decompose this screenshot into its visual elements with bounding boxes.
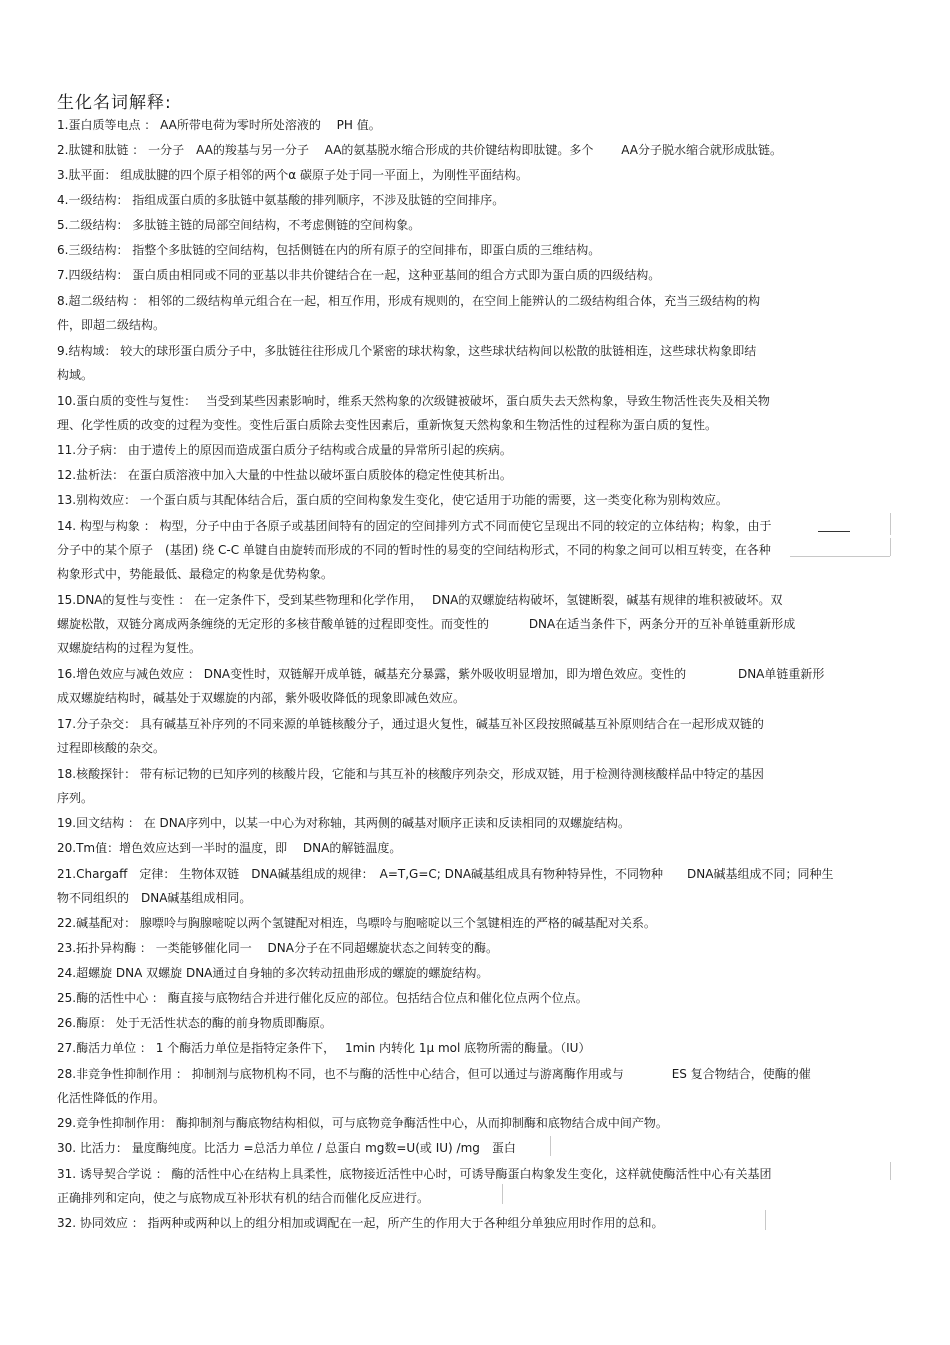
term-entry (57, 239, 897, 262)
term-entry-line: 21.Chargaff 定律： 生物体双链 DNA碱基组成的规律： A=T,G=C; DNA碱基组成具有物种特异性，不同物种 DNA碱基组成不同；同种生 (57, 867, 834, 881)
term-entry-line: 理、化学性质的改变的过程为变性。变性后蛋白质除去变性因素后，重新恢复天然构象和生物活性的过程称为蛋白质的复性。 (57, 418, 718, 432)
term-entry (57, 837, 897, 860)
term-entry (57, 1062, 897, 1110)
term-entry-line: 18.核酸探针： 带有标记物的已知序列的核酸片段，它能和与其互补的核酸序列杂交，形成双链，用于检测待测核酸样品中特定的基因 (57, 767, 764, 781)
term-entry-line: 31. 诱导契合学说 ： 酶的活性中心在结构上具柔性，底物接近活性中心时，可诱导酶蛋白构象发生变化，这样就使酶活性中心有关基团 (57, 1167, 772, 1181)
term-entry (57, 987, 897, 1010)
term-entry-line: 24.超螺旋 DNA 双螺旋 DNA通过自身轴的多次转动扭曲形成的螺旋的螺旋结构。 (57, 966, 489, 980)
term-entry-line: 29.竞争性抑制作用： 酶抑制剂与酶底物结构相似，可与底物竞争酶活性中心，从而抑制酶和底物结合成中间产物。 (57, 1116, 668, 1130)
term-entry-line: 19.回文结构 ： 在 DNA序列中，以某一中心为对称轴，其两侧的碱基对顺序正读和反读相同的双螺旋结构。 (57, 816, 630, 830)
term-entry-line: 1.蛋白质等电点 ： AA所带电荷为零时所处溶液的 PH 值。 (57, 118, 381, 132)
term-entry-line: 8.超二级结构 ： 相邻的二级结构单元组合在一起，相互作用，形成有规则的，在空间上能辨认的二级结构组合体，充当三级结构的构 (57, 294, 761, 308)
scan-rule (765, 1210, 766, 1230)
term-entry (57, 389, 897, 437)
term-entry (57, 662, 897, 710)
term-entry (57, 214, 897, 237)
scan-rule (790, 556, 890, 557)
term-entry (57, 114, 897, 137)
term-entry-line: 32. 协同效应 ： 指两种或两种以上的组分相加或调配在一起，所产生的作用大于各种组分单独应用时作用的总和。 (57, 1216, 664, 1230)
term-entry (57, 1012, 897, 1035)
scan-rule (890, 513, 891, 535)
term-entry (57, 514, 897, 586)
term-entry (57, 164, 897, 187)
term-list (57, 114, 897, 1237)
term-entry (57, 937, 897, 960)
scan-rule (502, 1184, 503, 1204)
term-entry-line: 13.别构效应： 一个蛋白质与其配体结合后，蛋白质的空间构象发生变化，使它适用于功能的需要，这一类变化称为别构效应。 (57, 493, 728, 507)
term-entry-line: 螺旋松散，双链分离成两条缠绕的无定形的多核苷酸单链的过程即变性。而变性的 DNA在适当条件下，两条分开的互补单链重新形成 (57, 617, 796, 631)
term-entry (57, 1037, 897, 1060)
term-entry-line: 序列。 (57, 791, 94, 805)
term-entry-line: 成双螺旋结构时，碱基处于双螺旋的内部，紫外吸收降低的现象即减色效应。 (57, 691, 466, 705)
term-entry-line: 件，即超二级结构。 (57, 318, 166, 332)
term-entry-line: 5.二级结构： 多肽链主链的局部空间结构，不考虑侧链的空间构象。 (57, 218, 421, 232)
term-entry (57, 339, 897, 387)
term-entry-line: 12.盐析法： 在蛋白质溶液中加入大量的中性盐以破坏蛋白质胶体的稳定性使其析出。 (57, 468, 512, 482)
term-entry (57, 1212, 897, 1235)
term-entry-line: 化活性降低的作用。 (57, 1091, 166, 1105)
term-entry-line: 物不同组织的 DNA碱基组成相同。 (57, 891, 252, 905)
term-entry (57, 962, 897, 985)
term-entry-line: 过程即核酸的杂交。 (57, 741, 166, 755)
term-entry-line: 22.碱基配对： 腺嘌呤与胸腺嘧啶以两个氢键配对相连，鸟嘌呤与胞嘧啶以三个氢键相连的严格的碱基配对关系。 (57, 916, 656, 930)
term-entry (57, 912, 897, 935)
term-entry-line: 双螺旋结构的过程为复性。 (57, 641, 202, 655)
term-entry-line: 2.肽键和肽链 ： 一分子 AA的羧基与另一分子 AA的氨基脱水缩合形成的共价键结构即肽键。多个 AA分子脱水缩合就形成肽链。 (57, 143, 782, 157)
term-entry-line: 23.拓扑异构酶 ： 一类能够催化同一 DNA分子在不同超螺旋状态之间转变的酶。 (57, 941, 498, 955)
term-entry-line: 15.DNA的复性与变性 ： 在一定条件下，受到某些物理和化学作用， DNA的双螺旋结构破坏，氢键断裂，碱基有规律的堆积被破坏。双 (57, 593, 783, 607)
term-entry-line: 6.三级结构： 指整个多肽链的空间结构，包括侧链在内的所有原子的空间排布，即蛋白质的三维结构。 (57, 243, 601, 257)
term-entry-line: 28.非竞争性抑制作用 ： 抑制剂与底物机构不同，也不与酶的活性中心结合，但可以通过与游离酶作用或与 ES 复合物结合，使酶的催 (57, 1067, 811, 1081)
term-entry-line: 10.蛋白质的变性与复性： 当受到某些因素影响时，维系天然构象的次级键被破坏，蛋白质失去天然构象，导致生物活性丧失及相关物 (57, 394, 770, 408)
term-entry-line: 20.Tm值：增色效应达到一半时的温度，即 DNA的解链温度。 (57, 841, 402, 855)
term-entry-line: 30. 比活力： 量度酶纯度。比活力 =总活力单位 / 总蛋白 mg数=U(或 IU) /mg 蛋白 (57, 1141, 516, 1155)
term-entry (57, 588, 897, 660)
document-title: 生化名词解释: (57, 93, 172, 113)
term-entry (57, 464, 897, 487)
term-entry (57, 1137, 897, 1160)
term-entry (57, 712, 897, 760)
term-entry-line: 3.肽平面： 组成肽腱的四个原子相邻的两个α 碳原子处于同一平面上，为刚性平面结构。 (57, 168, 528, 182)
term-entry-line: 16.增色效应与减色效应 ： DNA变性时，双链解开成单链，碱基充分暴露，紫外吸收明显增加，即为增色效应。变性的 DNA单链重新形 (57, 667, 825, 681)
scan-rule (890, 538, 891, 556)
term-entry-line: 11.分子病： 由于遗传上的原因而造成蛋白质分子结构或合成量的异常所引起的疾病。 (57, 443, 512, 457)
term-entry-line: 分子中的某个原子 (基团) 绕 C-C 单键自由旋转而形成的不同的暂时性的易变的空间结构形式，不同的构象之间可以相互转变，在各种 (57, 543, 771, 557)
term-entry-line: 27.酶活力单位 ： 1 个酶活力单位是指特定条件下， 1min 内转化 1μ mol 底物所需的酶量。（IU） (57, 1041, 591, 1055)
term-entry (57, 1162, 897, 1210)
term-entry-line: 4.一级结构： 指组成蛋白质的多肽链中氨基酸的排列顺序，不涉及肽链的空间排序。 (57, 193, 505, 207)
term-entry (57, 139, 897, 162)
term-entry-line: 7.四级结构： 蛋白质由相同或不同的亚基以非共价键结合在一起，这种亚基间的组合方式即为蛋白质的四级结构。 (57, 268, 661, 282)
term-entry (57, 264, 897, 287)
term-entry-line: 17.分子杂交： 具有碱基互补序列的不同来源的单链核酸分子，通过退火复性，碱基互补区段按照碱基互补原则结合在一起形成双链的 (57, 717, 764, 731)
term-entry (57, 762, 897, 810)
term-entry-line: 25.酶的活性中心 ： 酶直接与底物结合并进行催化反应的部位。包括结合位点和催化位点两个位点。 (57, 991, 588, 1005)
term-entry (57, 1112, 897, 1135)
term-entry-line: 构域。 (57, 368, 94, 382)
term-entry (57, 489, 897, 512)
handwritten-underline (818, 531, 850, 532)
term-entry-line: 构象形式中，势能最低、最稳定的构象是优势构象。 (57, 567, 334, 581)
term-entry (57, 862, 897, 910)
term-entry (57, 812, 897, 835)
term-entry-line: 正确排列和定向，使之与底物成互补形状有机的结合而催化反应进行。 (57, 1191, 430, 1205)
term-entry (57, 439, 897, 462)
scan-rule (550, 1136, 551, 1156)
term-entry (57, 189, 897, 212)
scan-rule (890, 1162, 891, 1180)
term-entry-line: 9.结构域： 较大的球形蛋白质分子中，多肽链往往形成几个紧密的球状构象，这些球状结构间以松散的肽链相连，这些球状构象即结 (57, 344, 757, 358)
term-entry-line: 14. 构型与构象 ： 构型，分子中由于各原子或基团间特有的固定的空间排列方式不同而使它呈现出不同的较定的立体结构；构象，由于 (57, 519, 772, 533)
term-entry (57, 289, 897, 337)
term-entry-line: 26.酶原： 处于无活性状态的酶的前身物质即酶原。 (57, 1016, 332, 1030)
